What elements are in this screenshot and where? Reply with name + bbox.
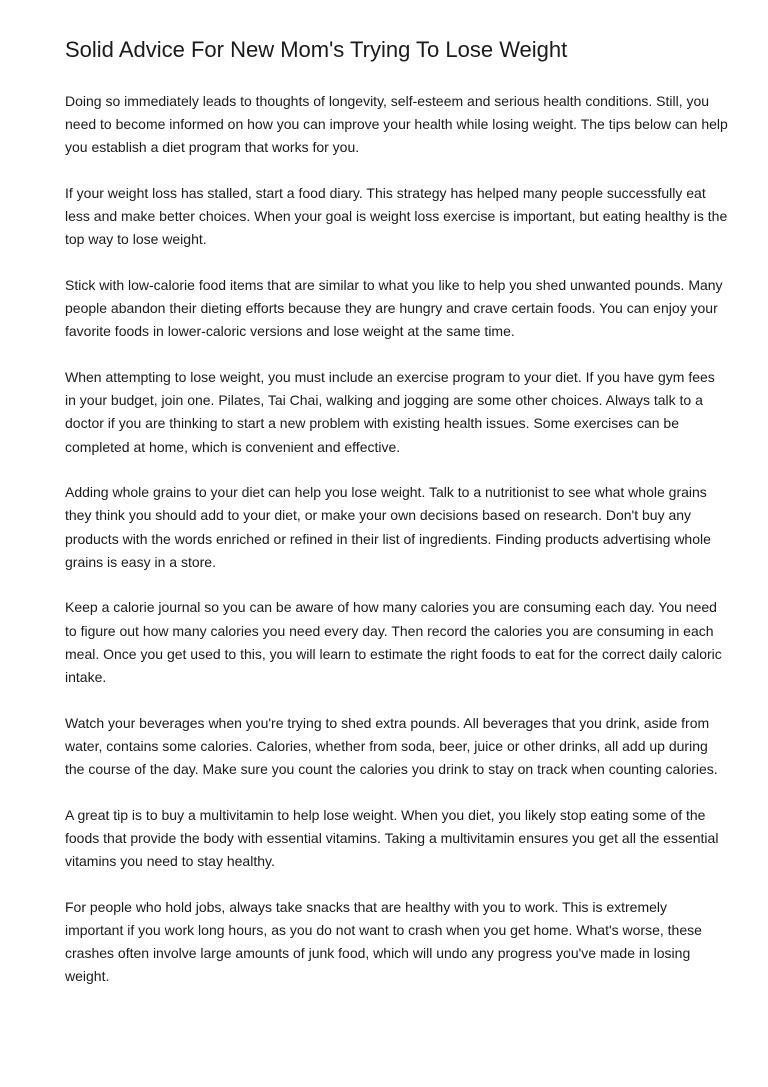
paragraph-exercise: When attempting to lose weight, you must include an exercise program to your diet. If you have gym fees in your budget, join one. Pilates, Tai Chai, walking and jogging are some other choices. Always talk to a doctor if you are thinking to start a new problem with existing health issues. Some exercises can be completed at home, which is convenient and effective.	[65, 369, 715, 455]
paragraph-whole-grains: Adding whole grains to your diet can help you lose weight. Talk to a nutritionist to see what whole grains they think you should add to your diet, or make your own decisions based on research. Don't buy any products with the words enriched or refined in their list of ingredients. Finding products advertising whole grains is easy in a store.	[65, 484, 711, 570]
paragraph-beverages: Watch your beverages when you're trying to shed extra pounds. All beverages that you drink, aside from water, contains some calories. Calories, whether from soda, beer, juice or other drinks, all add up during the course of the day. Make sure you count the calories you drink to stay on track when counting calories.	[65, 714, 718, 778]
page-title: Solid Advice For New Mom's Trying To Lose Weight	[65, 37, 568, 62]
paragraph-calorie-journal: Keep a calorie journal so you can be aware of how many calories you are consuming each day. You need to figure out how many calories you need every day. Then record the calories you are consuming in each meal. Once you get used to this, you will learn to estimate the right foods to eat for the correct daily caloric intake.	[65, 599, 722, 686]
paragraph-food-diary: If your weight loss has stalled, start a food diary. This strategy has helped many people successfully eat less and make better choices. When your goal is weight loss exercise is important, but eating healthy is the top way to lose weight.	[65, 185, 728, 248]
paragraph-snacks: For people who hold jobs, always take snacks that are healthy with you to work. This is extremely important if you work long hours, as you do not want to crash when you get home. What's worse, these crashes often involve large amounts of junk food, which will undo any progress you've made in losing weight.	[65, 898, 702, 985]
paragraph-low-calorie: Stick with low-calorie food items that are similar to what you like to help you shed unwanted pounds. Many people abandon their dieting efforts because they are hungry and crave certain foods. You can enjoy your favorite foods in lower-caloric versions and lose weight at the same time.	[65, 277, 723, 340]
paragraph-multivitamin: A great tip is to buy a multivitamin to help lose weight. When you diet, you likely stop eating some of the foods that provide the body with essential vitamins. Taking a multivitamin ensures you get all the essential vitamins you need to stay healthy.	[65, 806, 719, 870]
paragraph-intro: Doing so immediately leads to thoughts of longevity, self-esteem and serious health conditions. Still, you need to become informed on how you can improve your health while losing weight. The tips below can help you establish a diet program that works for you.	[65, 93, 728, 156]
